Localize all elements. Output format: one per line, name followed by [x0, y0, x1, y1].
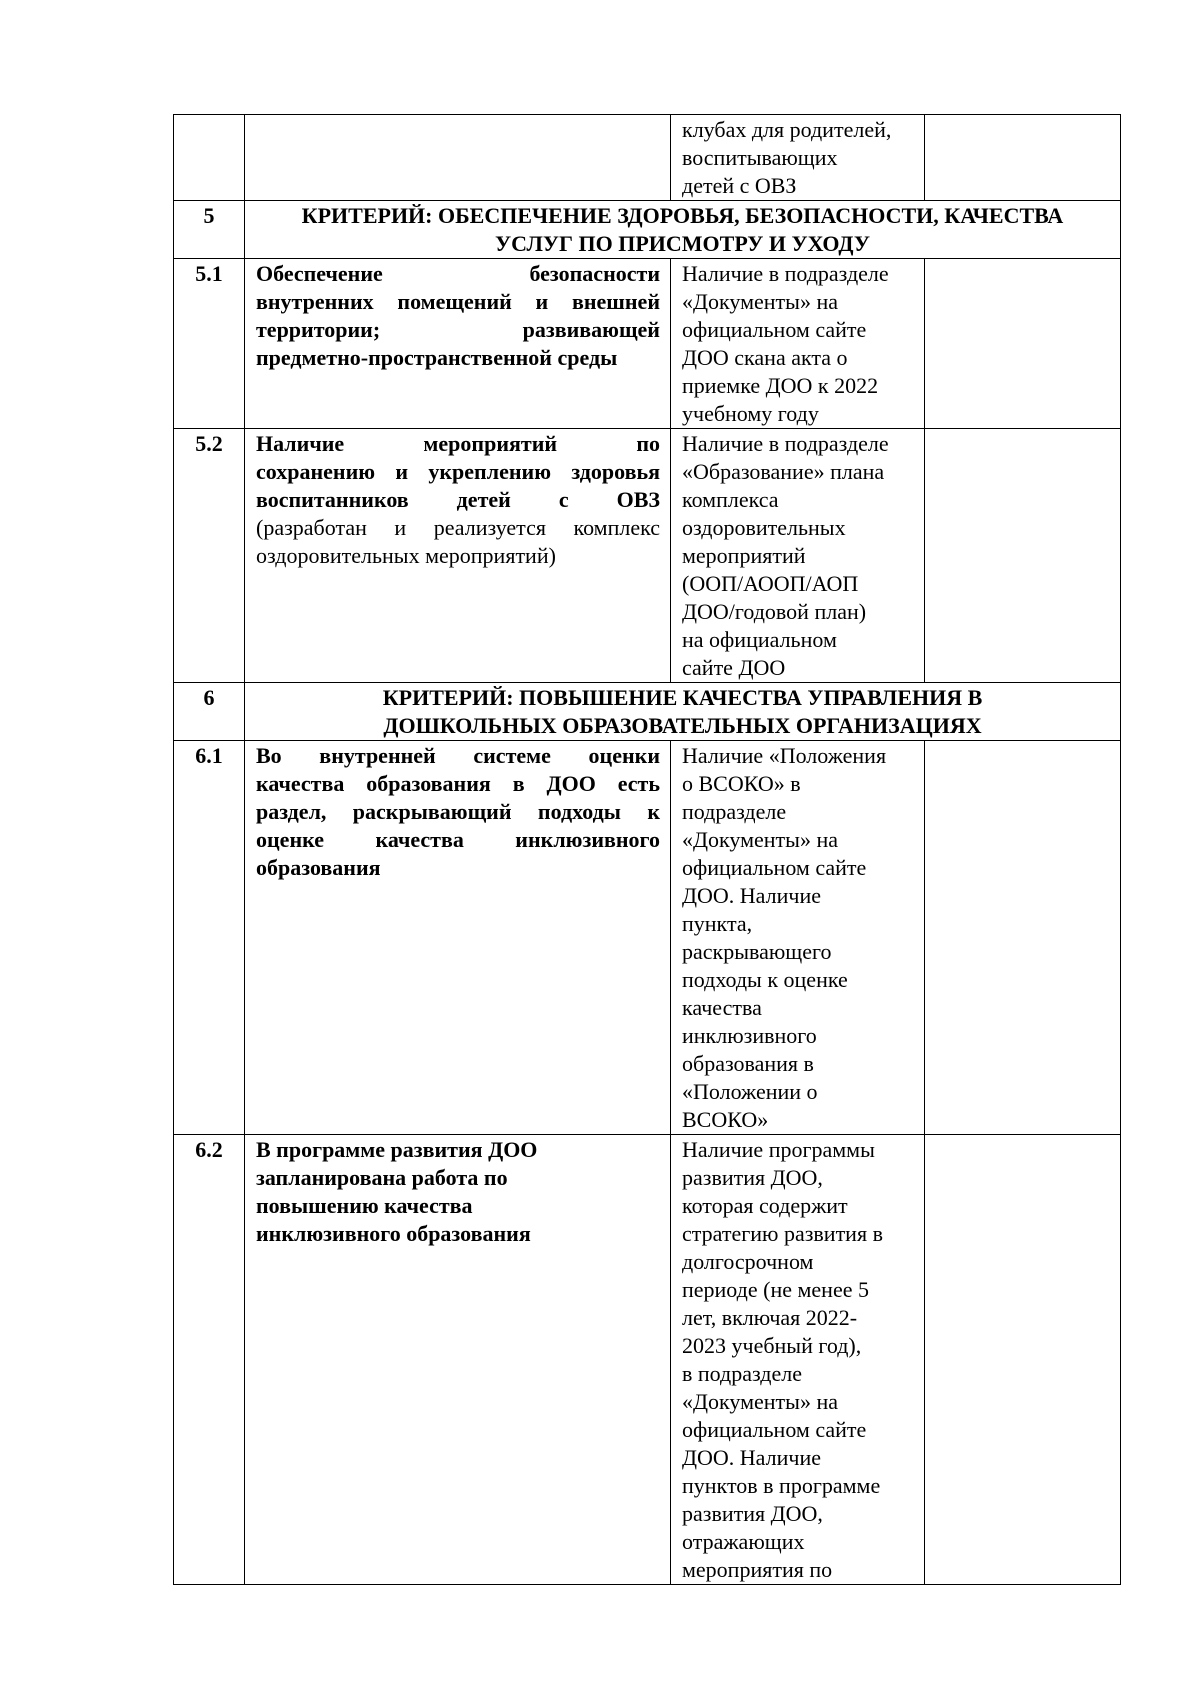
- indicator-line: отражающих: [682, 1528, 920, 1556]
- indicator-line: Наличие в подразделе: [682, 430, 920, 458]
- indicator-line: ДОО скана акта о: [682, 344, 920, 372]
- score-cell: [925, 1135, 1121, 1585]
- indicator-line: раскрывающего: [682, 938, 920, 966]
- item-number: [174, 741, 245, 1135]
- indicator-line: клубах для родителей,: [682, 116, 920, 144]
- indicator-line: «Документы» на: [682, 1388, 920, 1416]
- score-cell: [925, 741, 1121, 1135]
- indicator-line: мероприятия по: [682, 1556, 920, 1584]
- score-cell: [925, 259, 1121, 429]
- indicator-line: «Документы» на: [682, 826, 920, 854]
- table-row-6-1: [174, 741, 1121, 1135]
- criterion-line: предметно-пространственной среды: [256, 344, 660, 372]
- score-cell: [925, 429, 1121, 683]
- criteria-table: [173, 114, 1121, 1585]
- indicator-line: официальном сайте: [682, 854, 920, 882]
- item-number: [174, 259, 245, 429]
- indicator-cell: [671, 259, 925, 429]
- criterion-title-line: ДОШКОЛЬНЫХ ОБРАЗОВАТЕЛЬНЫХ ОРГАНИЗАЦИЯХ: [253, 712, 1112, 740]
- criterion-title: [245, 683, 1121, 741]
- indicator-line: Наличие в подразделе: [682, 260, 920, 288]
- indicator-line: ВСОКО»: [682, 1106, 920, 1134]
- criterion-line: качества образования в ДОО есть: [256, 770, 660, 798]
- indicator-line: которая содержит: [682, 1192, 920, 1220]
- indicator-cell: [671, 429, 925, 683]
- indicator-line: «Документы» на: [682, 288, 920, 316]
- criterion-cell: [245, 259, 671, 429]
- indicator-line: Наличие программы: [682, 1136, 920, 1164]
- criterion-line: внутренних помещений и внешней: [256, 288, 660, 316]
- item-number: [174, 429, 245, 683]
- indicator-line: подразделе: [682, 798, 920, 826]
- indicator-line: «Положении о: [682, 1078, 920, 1106]
- indicator-line: (ООП/АООП/АОП: [682, 570, 920, 598]
- criterion-line: В программе развития ДОО: [256, 1136, 660, 1164]
- indicator-line: комплекса: [682, 486, 920, 514]
- criterion-header-row: [174, 683, 1121, 741]
- indicator-line: пункта,: [682, 910, 920, 938]
- indicator-line: в подразделе: [682, 1360, 920, 1388]
- item-number: [174, 1135, 245, 1585]
- indicator-line: инклюзивного: [682, 1022, 920, 1050]
- indicator-line: оздоровительных: [682, 514, 920, 542]
- indicator-line: развития ДОО,: [682, 1164, 920, 1192]
- indicator-line: сайте ДОО: [682, 654, 920, 682]
- criterion-line: сохранению и укреплению здоровья: [256, 458, 660, 486]
- criterion-line: образования: [256, 854, 660, 882]
- indicator-cell: [671, 1135, 925, 1585]
- criterion-number: [174, 683, 245, 741]
- criterion-line: запланирована работа по: [256, 1164, 660, 1192]
- indicator-line: приемке ДОО к 2022: [682, 372, 920, 400]
- indicator-line: на официальном: [682, 626, 920, 654]
- criterion-cell: [245, 115, 671, 201]
- criterion-line: (разработан и реализуется комплекс: [256, 514, 660, 542]
- indicator-line: учебному году: [682, 400, 920, 428]
- indicator-line: официальном сайте: [682, 1416, 920, 1444]
- indicator-line: мероприятий: [682, 542, 920, 570]
- indicator-line: ДОО. Наличие: [682, 1444, 920, 1472]
- item-number-text: 5.1: [174, 259, 244, 288]
- criterion-line: территории; развивающей: [256, 316, 660, 344]
- criterion-line: раздел, раскрывающий подходы к: [256, 798, 660, 826]
- criterion-cell: [245, 429, 671, 683]
- table-row-5-1: [174, 259, 1121, 429]
- indicator-line: детей с ОВЗ: [682, 172, 920, 200]
- indicator-line: «Образование» плана: [682, 458, 920, 486]
- criterion-number-text: 6: [174, 683, 244, 712]
- document-page: [0, 0, 1200, 1697]
- score-cell: [925, 115, 1121, 201]
- indicator-line: стратегию развития в: [682, 1220, 920, 1248]
- criterion-line: оценке качества инклюзивного: [256, 826, 660, 854]
- indicator-line: подходы к оценке: [682, 966, 920, 994]
- criterion-title: [245, 201, 1121, 259]
- indicator-line: 2023 учебный год),: [682, 1332, 920, 1360]
- indicator-line: периоде (не менее 5: [682, 1276, 920, 1304]
- criterion-title-line: КРИТЕРИЙ: ПОВЫШЕНИЕ КАЧЕСТВА УПРАВЛЕНИЯ В: [253, 684, 1112, 712]
- indicator-line: Наличие «Положения: [682, 742, 920, 770]
- item-number-text: 6.2: [174, 1135, 244, 1164]
- criterion-title-line: КРИТЕРИЙ: ОБЕСПЕЧЕНИЕ ЗДОРОВЬЯ, БЕЗОПАСНОСТИ, КАЧЕСТВА: [253, 202, 1112, 230]
- indicator-cell: [671, 741, 925, 1135]
- table-row-6-2: [174, 1135, 1121, 1585]
- indicator-cell: [671, 115, 925, 201]
- criterion-number-text: 5: [174, 201, 244, 230]
- indicator-line: лет, включая 2022-: [682, 1304, 920, 1332]
- criterion-cell: [245, 1135, 671, 1585]
- indicator-line: о ВСОКО» в: [682, 770, 920, 798]
- number-cell: [174, 115, 245, 201]
- table-row-continuation: [174, 115, 1121, 201]
- criterion-header-row: [174, 201, 1121, 259]
- indicator-line: ДОО/годовой план): [682, 598, 920, 626]
- criterion-title-line: УСЛУГ ПО ПРИСМОТРУ И УХОДУ: [253, 230, 1112, 258]
- criterion-line: инклюзивного образования: [256, 1220, 660, 1248]
- indicator-line: воспитывающих: [682, 144, 920, 172]
- indicator-line: ДОО. Наличие: [682, 882, 920, 910]
- item-number-text: 5.2: [174, 429, 244, 458]
- criterion-line: повышению качества: [256, 1192, 660, 1220]
- criterion-line: оздоровительных мероприятий): [256, 542, 660, 570]
- criterion-line: воспитанников детей с ОВЗ: [256, 486, 660, 514]
- criterion-line: Во внутренней системе оценки: [256, 742, 660, 770]
- indicator-line: образования в: [682, 1050, 920, 1078]
- indicator-line: качества: [682, 994, 920, 1022]
- criterion-cell: [245, 741, 671, 1135]
- indicator-line: долгосрочном: [682, 1248, 920, 1276]
- criterion-line: Обеспечение безопасности: [256, 260, 660, 288]
- criterion-line: Наличие мероприятий по: [256, 430, 660, 458]
- indicator-line: официальном сайте: [682, 316, 920, 344]
- table-row-5-2: [174, 429, 1121, 683]
- criterion-number: [174, 201, 245, 259]
- indicator-line: пунктов в программе: [682, 1472, 920, 1500]
- item-number-text: 6.1: [174, 741, 244, 770]
- indicator-line: развития ДОО,: [682, 1500, 920, 1528]
